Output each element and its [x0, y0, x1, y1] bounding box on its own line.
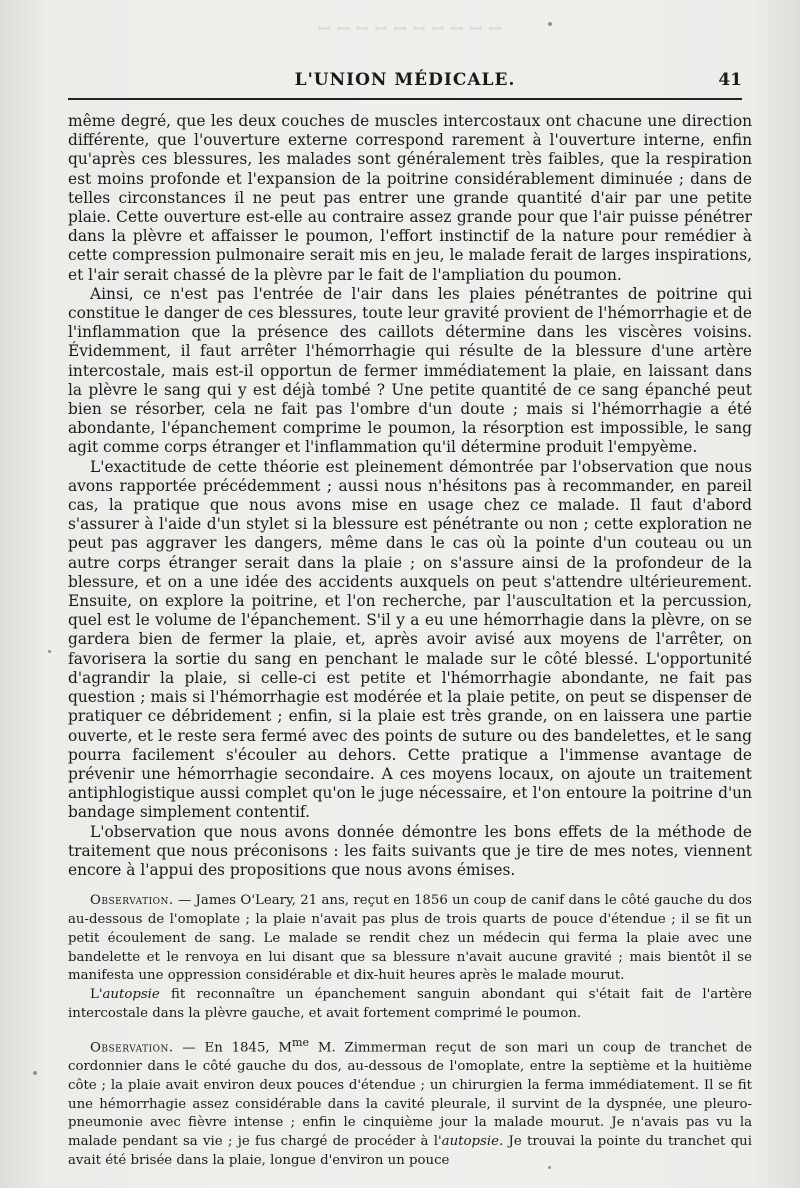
page-number: 41 — [718, 70, 742, 90]
header-rule — [68, 98, 742, 100]
running-title: L'UNION MÉDICALE. — [294, 70, 516, 90]
show-through-text: ꟷ ꟷ ꟷ ꟷ ꟷ ꟷ ꟷ ꟷ ꟷ ꟷ — [317, 20, 502, 38]
autopsy-text: fit reconnaître un épanchement sanguin abondant qui s'était fait de l'artère intercostale dans la plèvre gauche, et avait fortement comprimé le poumon. — [68, 987, 752, 1021]
ink-speck — [548, 1166, 551, 1169]
observation-text: M. Zimmerman reçut de son mari un coup de tranchet de cordonnier dans le côté gauche du dos, au-dessous de l'omoplate, entre la septième et la huitième côte ; la plaie avait environ deux pouces d'étendue ; un chirurgien la ferma immédiatement. Il se fit une hémorrhagie assez considérable dans la cavité pleurale, il survint de la dyspnée, une pleuro-pneumonie avec fièvre intense ; enfin le cinquième jour la malade mourut. Je n'avais pas vu la malade pendant sa vie ; je fus chargé de procéder à l' — [68, 1040, 752, 1150]
paragraph: L'observation que nous avons donnée démontre les bons effets de la méthode de traitement que nous préconisons : les faits suivants que je tire de mes notes, viennent encore à l'appui des propositions que nous avons émises. — [68, 822, 752, 879]
paragraph: L'exactitude de cette théorie est pleinement démontrée par l'observation que nous avons rapportée précédemment ; aussi nous n'hésitons pas à recommander, en pareil cas, la pratique que nous avons mise en usage chez ce malade. Il faut d'abord s'assurer à l'aide d'un stylet si la blessure est pénétrante ou non ; cette exploration ne peut pas aggraver les dangers, même dans le cas où la pointe d'un couteau ou un autre corps étranger serait dans la plaie ; on s'assure ainsi de la profondeur de la blessure, et on a une idée des accidents auxquels on peut s'attendre ultérieurement. Ensuite, on explore la poitrine, et l'on recherche, par l'auscultation et la percussion, quel est le volume de l'épanchement. S'il y a eu une hémorrhagie dans la plèvre, on se gardera bien de fermer la plaie, et, après avoir avisé aux moyens de l'arrêter, on favorisera la sortie du sang en penchant le malade sur le côté blessé. L'opportunité d'agrandir la plaie, si celle-ci est petite et l'hémorrhagie abondante, ne fait pas question ; mais si l'hémorrhagie est modérée et la plaie petite, on peut se dispenser de pratiquer ce débridement ; enfin, si la plaie est très grande, on en laissera une partie ouverte, et le reste sera fermé avec des points de suture ou des bandelettes, et le sang pourra facilement s'écouler au dehors. Cette pratique a l'immense avantage de prévenir une hémorrhagie secondaire. A ces moyens locaux, on ajoute un traitement antiphlogistique aussi complet qu'on le juge nécessaire, et l'on entoure la poitrine d'un bandage simplement contentif. — [68, 457, 752, 822]
observation-1-autopsy — [68, 986, 752, 1024]
observation-text: — James O'Leary, 21 ans, reçut en 1856 un coup de canif dans le côté gauche du dos au-dessous de l'omoplate ; la plaie n'avait pas plus de trois quarts de pouce d'étendue ; il se fit un petit écoulement de sang. Le malade se rendit chez un médecin qui ferma la plaie avec une bandelette et le renvoya en lui disant que sa blessure n'avait aucune gravité ; mais bientôt il se manifesta une oppression considérable et dix-huit heures après le malade mourut. — [68, 893, 752, 984]
section-gap — [68, 1024, 752, 1034]
section-gap — [68, 880, 752, 892]
page-header — [68, 70, 742, 100]
paragraph: Ainsi, ce n'est pas l'entrée de l'air dans les plaies pénétrantes de poitrine qui constitue le danger de ces blessures, toute leur gravité provient de l'hémorrhagie et de l'inflammation que la présence des caillots détermine dans les viscères voisins. Évidemment, il faut arrêter l'hémorrhagie qui résulte de la blessure d'une artère intercostale, mais est-il opportun de fermer immédiatement la plaie, en laissant dans la plèvre le sang qui y est déjà tombé ? Une petite quantité de ce sang épanché peut bien se résorber, cela ne fait pas l'ombre d'un doute ; mais si l'hémorrhagie a été abondante, l'épanchement comprime le poumon, la résorption est impossible, le sang agit comme corps étranger et l'inflammation qu'il détermine produit l'empyème. — [68, 284, 752, 457]
observation-label: Observation. — [90, 893, 174, 909]
observation-text: — En 1845, M — [173, 1040, 293, 1056]
autopsy-word: autopsie. — [441, 1134, 504, 1150]
observation-2 — [68, 1034, 752, 1171]
observation-label: Observation. — [90, 1040, 174, 1056]
paragraph-continued: même degré, que les deux couches de muscles intercostaux ont chacune une direction différente, que l'ouverture externe correspond rarement à l'ouverture interne, enfin qu'après ces blessures, les malades sont généralement très faibles, que la respiration est moins profonde et l'expansion de la poitrine considérablement diminuée ; dans de telles circonstances il ne peut pas entrer une grande quantité d'air par une petite plaie. Cette ouverture est-elle au contraire assez grande pour que l'air puisse pénétrer dans la plèvre et affaisser le poumon, l'effort instinctif de la nature pour remédier à cette compression pulmonaire serait mis en jeu, le malade ferait de larges inspirations, et l'air serait chassé de la plèvre par le fait de l'ampliation du poumon. — [68, 112, 752, 284]
ink-speck — [548, 22, 552, 26]
ink-speck — [33, 1071, 37, 1075]
superscript: me — [292, 1035, 310, 1049]
observation-text: Je trouvai la pointe du tranchet qui avait été brisée dans la plaie, longue d'environ un pouce — [68, 1134, 752, 1168]
autopsy-prefix: L' — [90, 987, 103, 1003]
observation-1 — [68, 892, 752, 986]
ink-speck — [48, 650, 51, 653]
autopsy-word: autopsie — [102, 987, 160, 1003]
article-body — [68, 112, 752, 1171]
